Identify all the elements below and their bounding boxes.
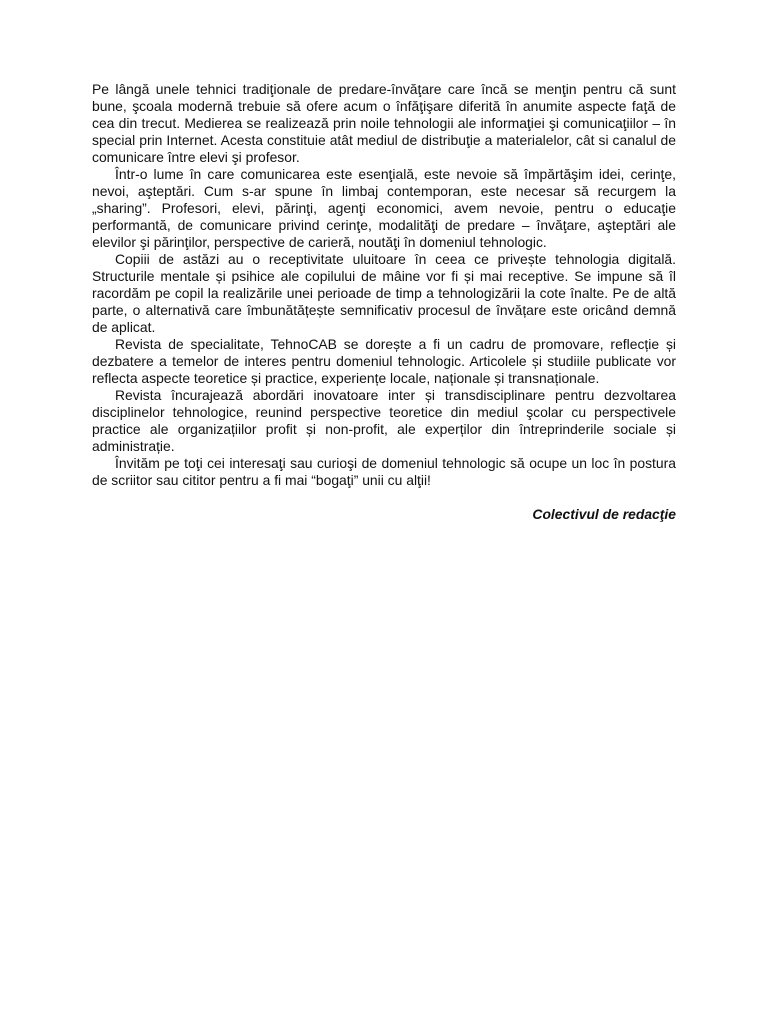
paragraph-intro: Pe lângă unele tehnici tradiţionale de predare-învăţare care încă se menţin pentru că sunt bune, şcoala modernă trebuie să ofere acum o înfăţişare diferită în anumite aspecte faţă de cea din trecut. Medierea se realizează prin noile tehnologii ale informaţiei şi comunicaţiilor – în special prin Internet. Acesta constituie atât mediul de distribuţie a materialelor, cât si canalul de comunicare între elevi şi profesor. [92,81,676,165]
paragraph-communication: Într-o lume în care comunicarea este esenţială, este nevoie să împărtăşim idei, cerinţe, nevoi, aşteptări. Cum s-ar spune în limbaj contemporan, este necesar să recurgem la „sharing”. Profesori, elevi, părinţi, agenţi economici, avem nevoie, pentru o educaţie performantă, de comunicare privind cerinţe, modalităţi de predare – învăţare, aşteptări ale elevilor şi părinţilor, perspective de carieră, noutăţi în domeniul tehnologic. [92,166,676,250]
paragraph-invitation: Învităm pe toţi cei interesaţi sau curioşi de domeniul tehnologic să ocupe un loc în postura de scriitor sau cititor pentru a fi mai “bogaţi” unii cu alţii! [92,455,676,488]
document-page [92,81,676,523]
paragraph-journal-purpose: Revista de specialitate, TehnoCAB se dorește a fi un cadru de promovare, reflecție și dezbatere a temelor de interes pentru domeniul tehnologic. Articolele și studiile publicate vor reflecta aspecte teoretice și practice, experiențe locale, naționale și transnaționale. [92,336,676,386]
paragraph-children-technology: Copiii de astăzi au o receptivitate uluitoare în ceea ce privește tehnologia digitală. Structurile mentale și psihice ale copilului de mâine vor fi și mai receptive. Se impune să îl racordăm pe copil la realizările unei perioade de timp a tehnologizării la cote înalte. Pe de altă parte, o alternativă care îmbunătățește semnificativ procesul de învățare este oricând demnă de aplicat. [92,251,676,335]
signature: Colectivul de redacţie [532,506,676,522]
paragraph-journal-approaches: Revista încurajează abordări inovatoare inter și transdisciplinare pentru dezvoltarea disciplinelor tehnologice, reunind perspective teoretice din mediul şcolar cu perspectivele practice ale organizațiilor profit și non-profit, ale experților din întreprinderile sociale și administrație. [92,387,676,454]
